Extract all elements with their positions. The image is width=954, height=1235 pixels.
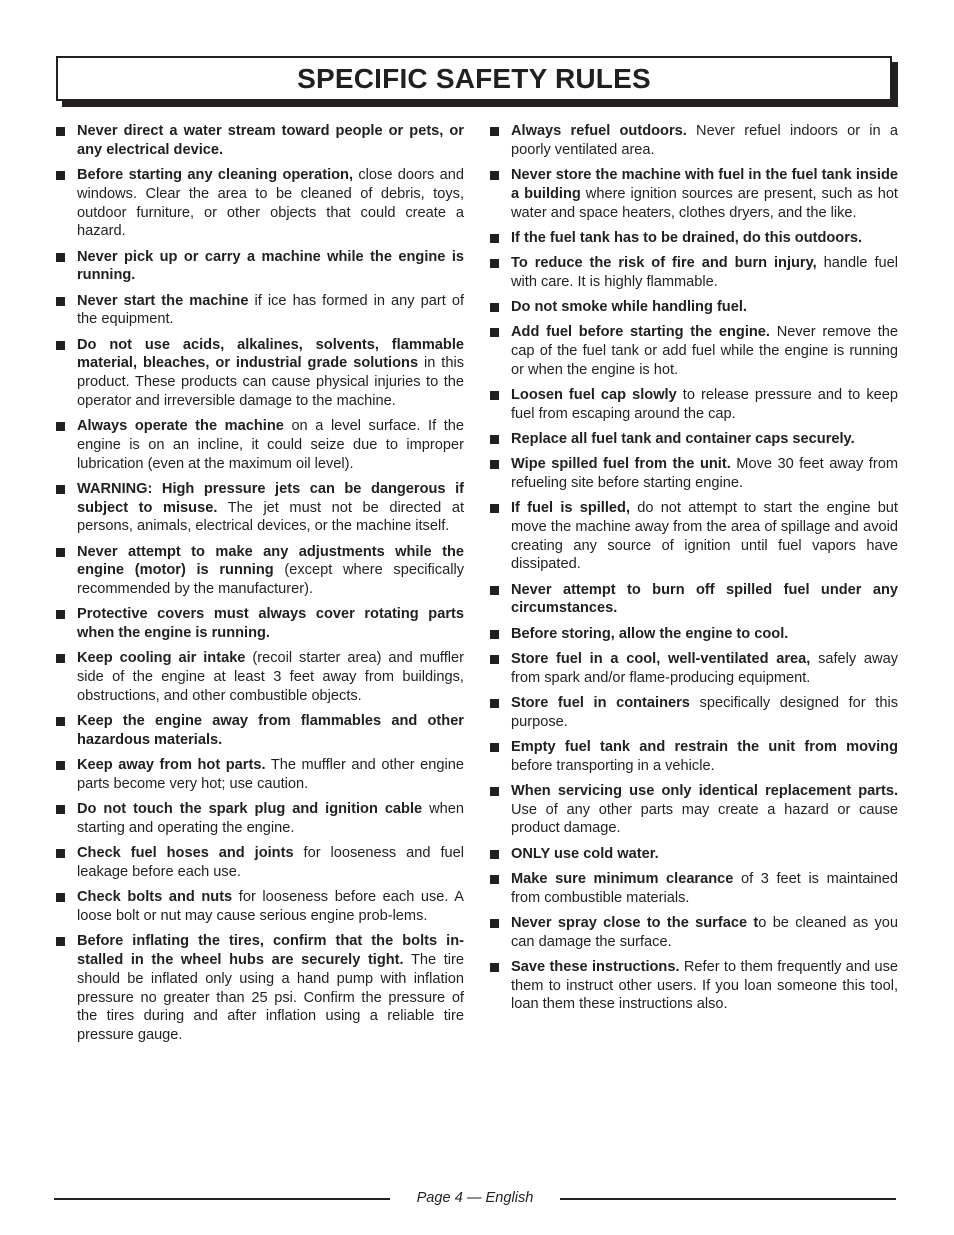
rule-body-text: for looseness and fuel leakage before each use. — [77, 845, 464, 880]
safety-rule-item — [56, 166, 464, 241]
rule-bold-lead: Before starting any cleaning operation, — [77, 166, 354, 183]
square-bullet-icon — [490, 171, 499, 180]
rule-body-text: handle fuel with care. It is highly flammable. — [511, 254, 898, 290]
safety-rule-item — [490, 166, 898, 222]
rule-bold-lead: Never attempt to make any adjustments while the engine (motor) is running — [77, 543, 464, 579]
square-bullet-icon — [56, 422, 65, 431]
square-bullet-icon — [490, 328, 499, 337]
rule-bold-lead: Check bolts and nuts — [77, 889, 233, 906]
rule-body-text: to release pressure and to keep fuel from escaping around the cap. — [511, 386, 898, 422]
rule-bold-lead: Never direct a water stream toward people or pets, or any electrical device. — [77, 123, 464, 158]
rule-bold-lead: If fuel is spilled, — [511, 500, 630, 517]
safety-rule-item — [56, 480, 464, 536]
rule-body-text: safely away from spark and/or flame-producing equipment. — [511, 650, 898, 686]
square-bullet-icon — [56, 849, 65, 858]
square-bullet-icon — [490, 787, 499, 796]
rule-body-text: for looseness before each use. A loose bolt or nut may cause serious engine prob-lems. — [77, 889, 464, 924]
square-bullet-icon — [490, 460, 499, 469]
rule-bold-lead: Save these instructions. — [511, 958, 680, 975]
rule-body-text: if ice has formed in any part of the equipment. — [77, 292, 465, 328]
square-bullet-icon — [56, 937, 65, 946]
rule-bold-lead: Store fuel in containers — [511, 694, 690, 711]
rule-body-text: Move 30 feet away from refueling site before starting engine. — [511, 456, 898, 491]
footer-rule-right — [560, 1198, 896, 1200]
square-bullet-icon — [56, 805, 65, 814]
rule-bold-lead: Store fuel in a cool, well-ventilated area, — [511, 650, 811, 667]
rule-body-text: where ignition sources are present, such as hot water and space heaters, clothes dryers, and the like. — [511, 185, 898, 221]
square-bullet-icon — [490, 504, 499, 513]
safety-rule-item — [56, 248, 464, 286]
safety-rule-item — [56, 605, 464, 643]
rule-body-text: (recoil starter area) and muffler side of the engine at least 3 feet away from buildings, obstructions, and other combustible objects. — [77, 650, 465, 705]
square-bullet-icon — [490, 630, 499, 639]
rule-bold-lead: Never store the machine with fuel in the fuel tank inside a building — [511, 166, 898, 202]
square-bullet-icon — [490, 303, 499, 312]
safety-rule-item — [56, 417, 464, 473]
rule-body-text: on a level surface. If the engine is on an incline, it could seize due to improper lubrication (even at the maximum oil level). — [77, 418, 465, 472]
rule-bold-lead: Protective covers must always cover rotating parts when the engine is running. — [77, 606, 464, 642]
rule-body-text: The tire should be inflated only using a hand pump with inflation pressure no greater than 25 psi. Confirm the pressure of the tires during and after inflation using a reliable tire pressure gauge. — [77, 951, 464, 1044]
page-title-box — [56, 56, 892, 101]
square-bullet-icon — [490, 435, 499, 444]
square-bullet-icon — [56, 761, 65, 770]
safety-rule-item — [490, 229, 898, 248]
safety-rule-item — [490, 499, 898, 574]
safety-rule-item — [490, 122, 898, 160]
square-bullet-icon — [490, 234, 499, 243]
safety-rule-item — [56, 122, 464, 160]
safety-rule-item — [490, 914, 898, 952]
rule-body-text: o be cleaned as you can damage the surface. — [511, 914, 898, 950]
square-bullet-icon — [490, 699, 499, 708]
rule-bold-lead: Before inflating the tires, confirm that the bolts in-stalled in the wheel hubs are securely tight. — [77, 933, 464, 968]
rule-bold-lead: Keep away from hot parts. — [77, 757, 266, 774]
safety-rule-item — [56, 756, 464, 794]
square-bullet-icon — [56, 485, 65, 494]
rule-body-text: close doors and windows. Clear the area to be cleaned of debris, toys, outdoor furniture, or other objects that could create a hazard. — [77, 166, 464, 240]
square-bullet-icon — [490, 875, 499, 884]
safety-rule-item — [56, 543, 464, 599]
square-bullet-icon — [56, 717, 65, 726]
square-bullet-icon — [490, 743, 499, 752]
rule-bold-lead: Never pick up or carry a machine while the engine is running. — [77, 248, 464, 284]
square-bullet-icon — [490, 391, 499, 400]
rule-bold-lead: Add fuel before starting the engine. — [511, 324, 770, 341]
square-bullet-icon — [490, 850, 499, 859]
rule-body-text: Never refuel indoors or in a poorly ventilated area. — [511, 123, 899, 158]
safety-rule-item — [490, 845, 898, 864]
square-bullet-icon — [490, 127, 499, 136]
safety-rule-item — [56, 888, 464, 926]
safety-rule-item — [490, 386, 898, 424]
safety-rule-item — [490, 581, 898, 619]
rule-bold-lead: Make sure minimum clearance — [511, 870, 734, 887]
rule-bold-lead: Check fuel hoses and joints — [77, 845, 294, 862]
rule-bold-lead: Never spray close to the surface t — [511, 914, 759, 931]
rule-bold-lead: Wipe spilled fuel from the unit. — [511, 456, 731, 473]
right-column — [490, 122, 898, 1020]
square-bullet-icon — [490, 586, 499, 595]
safety-rule-item — [490, 298, 898, 317]
rule-bold-lead: WARNING: High pressure jets can be dangerous if subject to misuse. — [77, 480, 464, 516]
safety-rule-item — [490, 254, 898, 292]
safety-rule-item — [56, 712, 464, 750]
rule-bold-lead: Do not touch the spark plug and ignition cable — [77, 801, 423, 818]
safety-rule-item — [56, 649, 464, 705]
rule-bold-lead: Keep cooling air intake — [77, 650, 246, 667]
safety-rule-item — [490, 625, 898, 644]
safety-rule-item — [56, 336, 464, 411]
rule-body-text: Refer to them frequently and use them to instruct other users. If you loan someone this tool, loan them these instructions also. — [511, 958, 898, 1013]
safety-rule-item — [490, 958, 898, 1014]
safety-rule-item — [490, 455, 898, 493]
safety-rule-item — [490, 650, 898, 688]
square-bullet-icon — [56, 127, 65, 136]
footer-rule-left — [54, 1198, 390, 1200]
safety-rule-item — [56, 800, 464, 838]
rule-body-text: Never remove the cap of the fuel tank or add fuel while the engine is running or when the engine is hot. — [511, 324, 899, 378]
square-bullet-icon — [490, 919, 499, 928]
square-bullet-icon — [56, 253, 65, 262]
rule-bold-lead: To reduce the risk of fire and burn injury, — [511, 254, 817, 271]
rule-bold-lead: Always refuel outdoors. — [511, 123, 687, 139]
page-number-label: Page 4 — English — [416, 1190, 534, 1206]
rule-body-text: do not attempt to start the engine but move the machine away from the area of spillage and avoid creating any source of ignition until fuel vapors have dissipated. — [511, 500, 898, 573]
safety-rule-item — [490, 782, 898, 838]
square-bullet-icon — [56, 610, 65, 619]
square-bullet-icon — [56, 548, 65, 557]
page-title: SPECIFIC SAFETY RULES — [297, 62, 651, 94]
rule-bold-lead: ONLY use cold water. — [511, 845, 659, 862]
safety-rule-item — [490, 694, 898, 732]
safety-rule-item — [56, 292, 464, 330]
rule-bold-lead: Always operate the machine — [77, 418, 284, 435]
square-bullet-icon — [56, 654, 65, 663]
safety-rule-item — [490, 430, 898, 449]
square-bullet-icon — [56, 893, 65, 902]
square-bullet-icon — [490, 655, 499, 664]
rule-bold-lead: Do not use acids, alkalines, solvents, flammable material, bleaches, or industrial grade solutions — [77, 336, 464, 372]
rule-body-text: in this product. These products can cause physical injuries to the operator and irreversible damage to the machine. — [77, 355, 464, 409]
rule-body-text: Use of any other parts may create a hazard or cause product damage. — [511, 801, 898, 837]
rule-bold-lead: Before storing, allow the engine to cool. — [511, 625, 789, 642]
rule-body-text: specifically designed for this purpose. — [511, 694, 898, 730]
rule-body-text: when starting and operating the engine. — [77, 801, 464, 836]
safety-rule-item — [490, 870, 898, 908]
rule-bold-lead: Loosen fuel cap slowly — [511, 386, 677, 403]
rule-bold-lead: Never start the machine — [77, 292, 249, 309]
square-bullet-icon — [490, 963, 499, 972]
page-footer — [54, 1188, 896, 1208]
rule-body-text: The jet must not be directed at persons, animals, electrical devices, or the machine itself. — [77, 499, 464, 535]
safety-rule-item — [490, 738, 898, 776]
rule-body-text: The muffler and other engine parts become very hot; use caution. — [77, 757, 464, 792]
square-bullet-icon — [56, 171, 65, 180]
rule-bold-lead: Empty fuel tank and restrain the unit from moving — [511, 738, 898, 755]
rule-bold-lead: Keep the engine away from flammables and other hazardous materials. — [77, 713, 464, 749]
rule-body-text: of 3 feet is maintained from combustible materials. — [511, 870, 898, 906]
rule-bold-lead: If the fuel tank has to be drained, do this outdoors. — [511, 229, 863, 246]
rule-bold-lead: When servicing use only identical replacement parts. — [511, 782, 898, 799]
safety-rule-item — [56, 844, 464, 882]
square-bullet-icon — [490, 259, 499, 268]
rule-bold-lead: Never attempt to burn off spilled fuel under any circumstances. — [511, 581, 898, 617]
rule-bold-lead: Do not smoke while handling fuel. — [511, 298, 747, 315]
rule-bold-lead: Replace all fuel tank and container caps securely. — [511, 430, 855, 447]
square-bullet-icon — [56, 297, 65, 306]
rule-body-text: (except where specifically recommended by the manufacturer). — [77, 562, 464, 598]
safety-rule-item — [56, 932, 464, 1045]
safety-rule-item — [490, 323, 898, 379]
left-column — [56, 122, 464, 1051]
rule-body-text: before transporting in a vehicle. — [511, 757, 715, 774]
square-bullet-icon — [56, 341, 65, 350]
